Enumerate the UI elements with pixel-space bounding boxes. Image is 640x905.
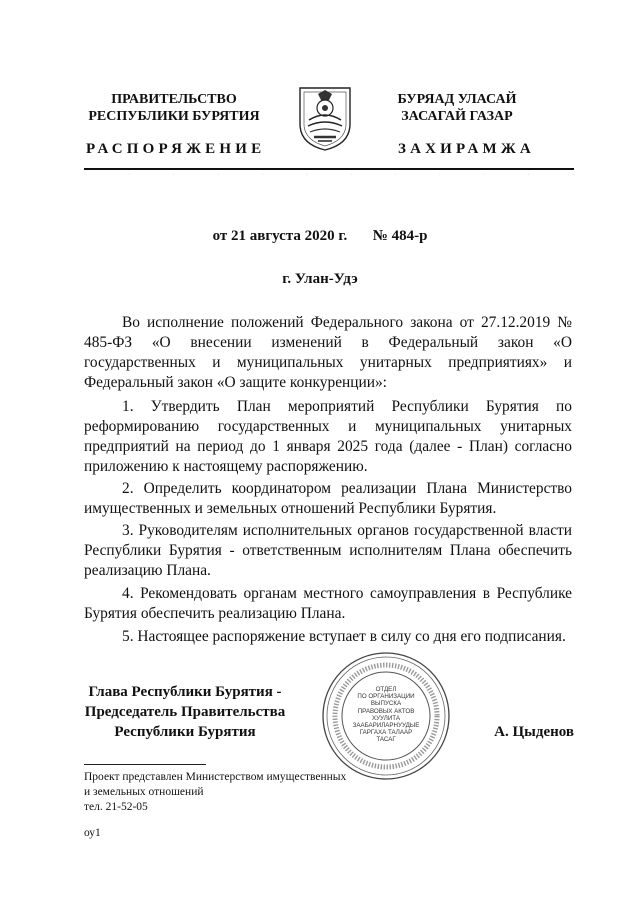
footer-line2: и земельных отношений <box>84 786 204 798</box>
document-date: от 21 августа 2020 г. <box>212 228 348 244</box>
item-5-paragraph <box>84 627 572 647</box>
signatory-title-line3: Республики Бурятия <box>114 724 256 740</box>
stamp-inner-text <box>340 686 432 744</box>
item-4-text: 4. Рекомендовать органам местного самоуправления в Республике Бурятия обеспечить реализацию Плана. <box>84 585 572 622</box>
footer-phone: тел. 21-52-05 <box>84 801 148 813</box>
government-name-ru <box>84 91 264 125</box>
footer-note <box>84 770 404 815</box>
document-type-ru: РАСПОРЯЖЕНИЕ <box>86 141 266 157</box>
stamp-line: ТАСАГ <box>376 736 396 744</box>
stamp-line: ОТДЕЛ <box>375 686 397 693</box>
footer-line1: Проект представлен Министерством имущественных <box>84 771 347 783</box>
footer-code: оу1 <box>84 827 101 839</box>
republic-buryatia-emblem-icon <box>296 84 354 152</box>
government-name-ru-line2: РЕСПУБЛИКИ БУРЯТИЯ <box>88 109 260 124</box>
signatory-title <box>80 682 290 742</box>
item-2-text: 2. Определить координатором реализации Плана Министерство имущественных и земельных отношений Республики Бурятия. <box>84 480 572 517</box>
header-divider <box>84 168 574 170</box>
document-city: г. Улан-Удэ <box>282 271 358 287</box>
stamp-line: ВЫПУСКА <box>370 700 402 708</box>
footer-divider <box>84 764 206 765</box>
item-1-paragraph <box>84 397 572 477</box>
signatory-title-line1: Глава Республики Бурятия - <box>88 684 282 700</box>
preamble-paragraph <box>84 313 572 393</box>
document-number: № 484-р <box>372 228 428 244</box>
item-4-paragraph <box>84 584 572 624</box>
preamble-text: Во исполнение положений Федерального закона от 27.12.2019 № 485-ФЗ «О внесении изменений в Федеральный закон «О государственных и муниципальных унитарных предприятиях» и Федеральный закон «О защите конкуренции»: <box>84 314 572 391</box>
stamp-line: ЗААБАРИЛАРНУУДЫЕ <box>352 722 420 730</box>
stamp-line: ГАРГАХА ТАЛААР <box>359 729 413 737</box>
stamp-line: ХУУЛИТА <box>372 714 400 722</box>
signatory-name: А. Цыденов <box>494 724 574 740</box>
government-name-bua <box>372 91 542 125</box>
header-dotted-line: · · · · · · · · · · · · <box>84 172 574 178</box>
stamp-line: ПРАВОВЫХ АКТОВ <box>357 707 415 715</box>
government-name-ru-line1: ПРАВИТЕЛЬСТВО <box>111 92 237 107</box>
item-3-text: 3. Руководителям исполнительных органов государственной власти Республики Бурятия - ответственным исполнителям Плана обеспечить реализацию Плана. <box>84 522 572 579</box>
signatory-title-line2: Председатель Правительства <box>84 704 286 720</box>
government-name-bua-line1: БУРЯАД УЛАСАЙ <box>397 92 517 107</box>
item-5-text: 5. Настоящее распоряжение вступает в силу со дня его подписания. <box>122 628 566 645</box>
government-name-bua-line2: ЗАСАГАЙ ГАЗАР <box>401 109 513 124</box>
item-3-paragraph <box>84 521 572 581</box>
date-number-line <box>0 228 640 245</box>
official-stamp <box>320 650 452 782</box>
item-1-text: 1. Утвердить План мероприятий Республики Бурятия по реформированию государственных и муниципальных унитарных предприятий на период до 1 января 2025 года (далее - План) согласно приложению к настоящему распоряжению. <box>84 398 572 475</box>
item-2-paragraph <box>84 479 572 519</box>
document-type-bua: ЗАХИРАМЖА <box>398 141 535 157</box>
stamp-line: ПО ОРГАНИЗАЦИИ <box>357 693 415 701</box>
